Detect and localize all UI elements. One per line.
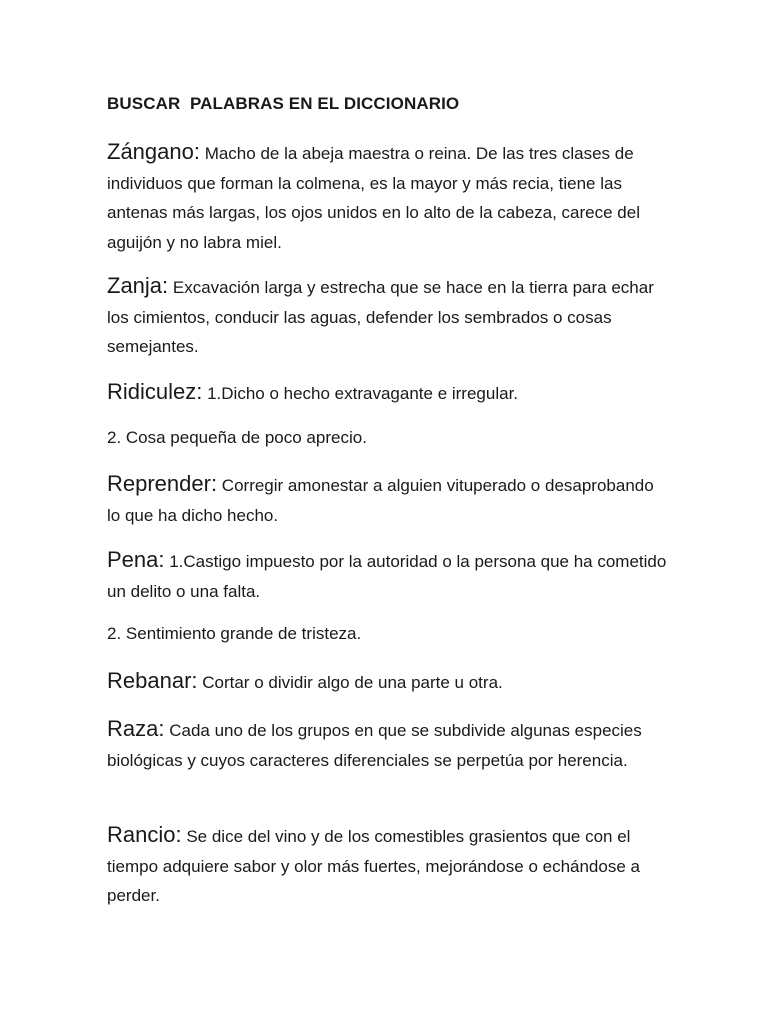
entry-term: Rebanar: [107,668,198,693]
entry-definition: 1.Dicho o hecho extravagante e irregular. [202,384,519,403]
entry-ridiculez [107,377,667,409]
entry-term: Zanja: [107,273,169,298]
entry-pena-sense-2: 2. Sentimiento grande de tristeza. [107,624,362,643]
entry-raza [107,714,667,775]
entry-definition: Cortar o dividir algo de una parte u otra. [197,673,503,692]
entry-definition: Se dice del vino y de los comestibles grasientos que con el tiempo adquiere sabor y olor más fuertes, mejorándose o echándose a perder. [107,827,640,905]
entry-term: Reprender: [107,471,218,496]
entry-definition: Macho de la abeja maestra o reina. De las tres clases de individuos que forman la colmena, es la mayor y más recia, tiene las antenas más largas, los ojos unidos en lo alto de la cabeza, carece del aguijón y no labra miel. [107,144,640,252]
entry-term: Pena: [107,547,165,572]
entry-zanja [107,271,667,362]
entry-zangano [107,137,667,257]
entry-term: Rancio: [107,822,182,847]
entry-rancio [107,820,667,911]
entry-rebanar [107,666,667,698]
entry-definition: Corregir amonestar a alguien vituperado o desaprobando lo que ha dicho hecho. [107,476,654,525]
entry-term: Zángano: [107,139,200,164]
entry-reprender [107,469,667,530]
page-title: BUSCAR PALABRAS EN EL DICCIONARIO [107,94,460,113]
entry-pena [107,545,667,606]
entry-term: Raza: [107,716,165,741]
entry-definition: Excavación larga y estrecha que se hace en la tierra para echar los cimientos, conducir las aguas, defender los sembrados o cosas semejantes. [107,278,654,356]
entry-definition: Cada uno de los grupos en que se subdivide algunas especies biológicas y cuyos caracteres diferenciales se perpetúa por herencia. [107,721,642,770]
entry-term: Ridiculez: [107,379,203,404]
entry-ridiculez-sense-2: 2. Cosa pequeña de poco aprecio. [107,428,367,447]
entry-definition: 1.Castigo impuesto por la autoridad o la persona que ha cometido un delito o una falta. [107,552,667,601]
